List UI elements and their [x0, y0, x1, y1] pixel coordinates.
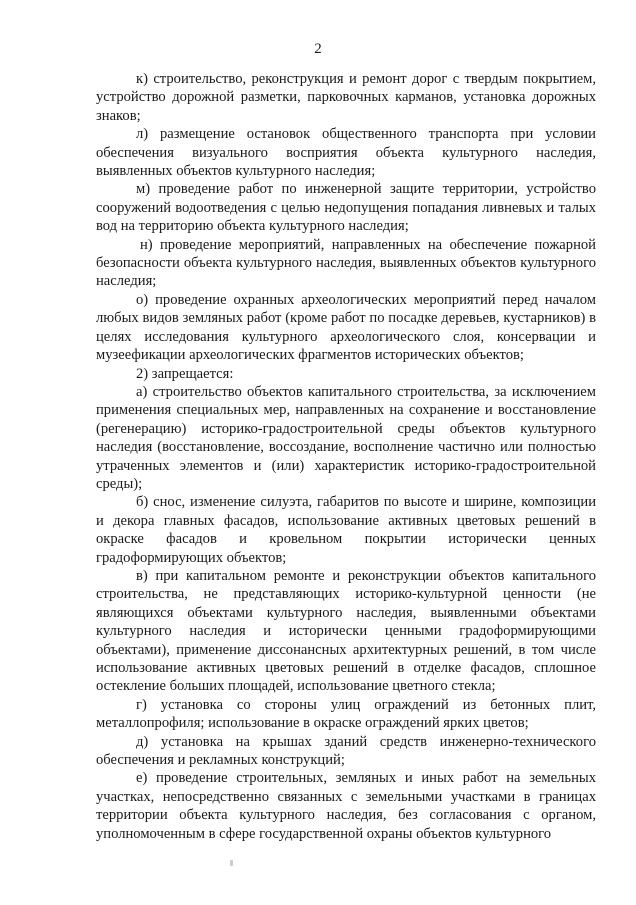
paragraph-e: е) проведение строительных, земляных и иных работ на земельных участках, непосредственно связанных с земельными участками в границах территории объекта культурного наследия, без согласования с органом, уполномоченным в сфере государственной охраны объектов культурного [96, 770, 596, 842]
paragraph-v: в) при капитальном ремонте и реконструкции объектов капитального строительства, не представляющих историко-культурной ценности (не являющихся объектами культурного наследия, выявленными объектами культурного наследия и исторически ценными градоформирующими объектами), применение диссонансных архитектурных решений, в том числе использование активных цветовых решений в отделке фасадов, сплошное остекление больших площадей, использование цветного стекла; [96, 567, 596, 695]
paragraph-m: м) проведение работ по инженерной защите территории, устройство сооружений водоотведения с целью недопущения попадания ливневых и талых вод на территорию объекта культурного наследия; [96, 181, 596, 235]
paragraph-o: о) проведение охранных археологических мероприятий перед началом любых видов земляных работ (кроме работ по посадке деревьев, кустарников) в целях исследования культурного археологического слоя, консервации и музеефикации археологических фрагментов исторических объектов; [96, 291, 596, 364]
scan-speck [230, 860, 233, 866]
paragraph-n: н) проведение мероприятий, направленных на обеспечение пожарной безопасности объекта культурного наследия, выявленных объектов культурного наследия; [96, 236, 596, 290]
paragraph-l: л) размещение остановок общественного транспорта при условии обеспечения визуального восприятия объекта культурного наследия, выявленных объектов культурного наследия; [96, 126, 596, 180]
document-body [96, 70, 596, 843]
page-number: 2 [314, 41, 322, 57]
paragraph-g: г) установка со стороны улиц ограждений из бетонных плит, металлопрофиля; использование в окраске ограждений ярких цветов; [96, 696, 596, 732]
paragraph-b: б) снос, изменение силуэта, габаритов по высоте и ширине, композиции и декора главных фасадов, использование активных цветовых решений в окраске фасадов и кровельном покрытии исторически ценных градоформирующих объектов; [96, 494, 596, 566]
paragraph-k: к) строительство, реконструкция и ремонт дорог с твердым покрытием, устройство дорожной разметки, парковочных карманов, установка дорожных знаков; [96, 71, 596, 124]
paragraph-a: а) строительство объектов капитального строительства, за исключением применения специальных мер, направленных на сохранение и восстановление (регенерацию) историко-градостроительной среды объектов культурного наследия (восстановление, воссоздание, восполнение частично или полностью утраченных элементов и (или) характеристик историко-градостроительной среды); [96, 383, 596, 492]
paragraph-d: д) установка на крышах зданий средств инженерно-технического обеспечения и рекламных конструкций; [96, 733, 596, 769]
paragraph-prohibited-heading: 2) запрещается: [136, 365, 234, 382]
